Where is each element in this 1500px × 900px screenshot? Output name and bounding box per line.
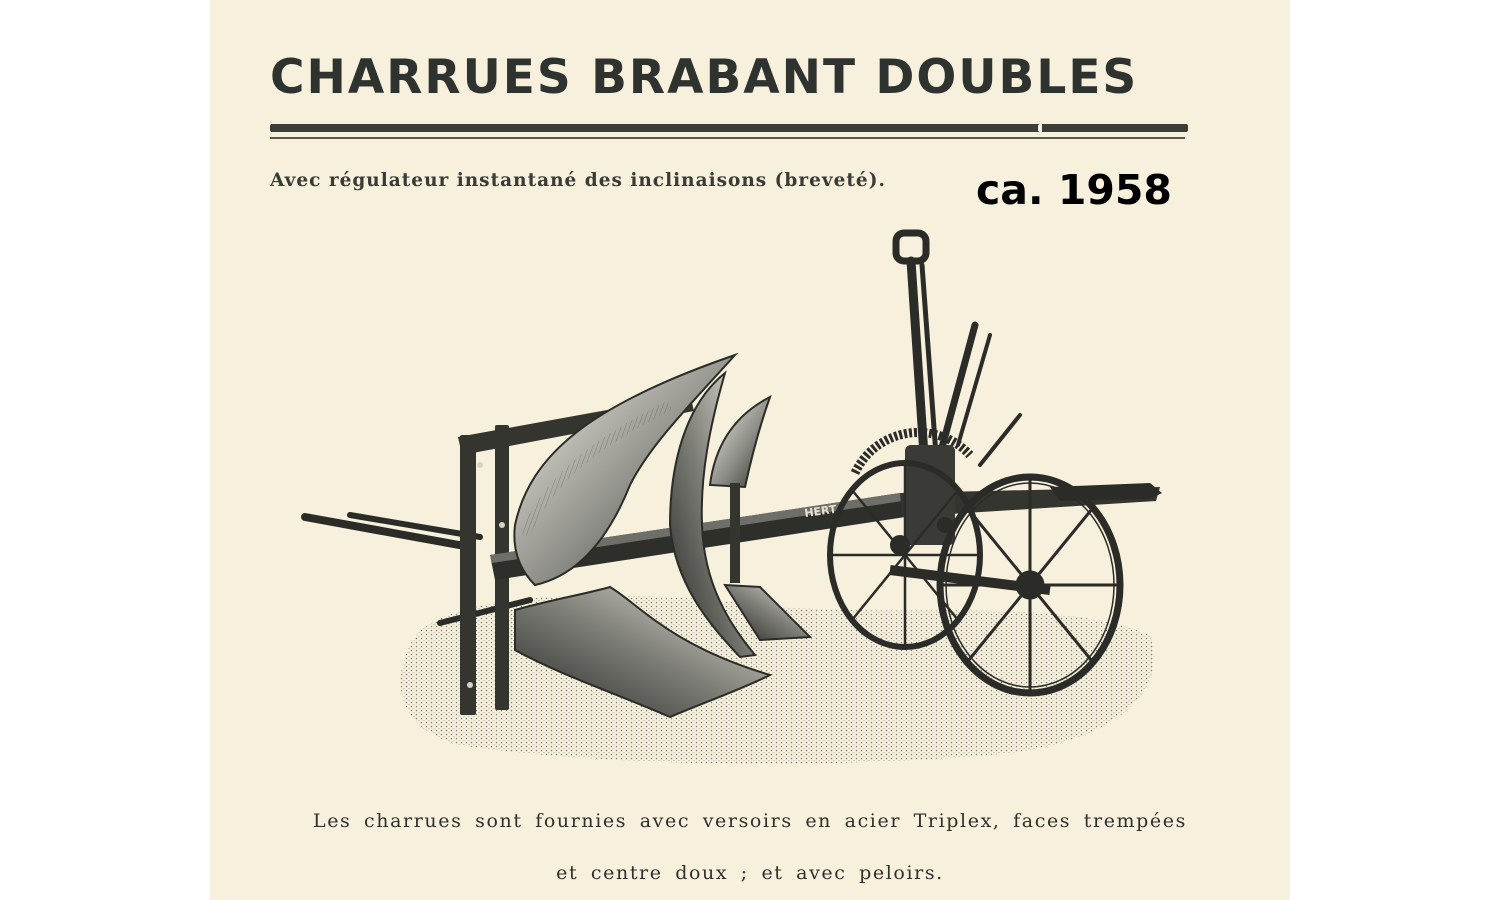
title-underline-thin (270, 137, 1185, 139)
catalog-page (210, 0, 1290, 900)
page-title: CHARRUES BRABANT DOUBLES (270, 50, 1139, 105)
far-wheel (830, 463, 980, 647)
caption-line-1: Les charrues sont fournies avec versoirs en acier Triplex, faces trempées (313, 810, 1187, 832)
plough-illustration (290, 225, 1170, 775)
caption-line-2: et centre doux ; et avec peloirs. (556, 862, 944, 884)
subtitle: Avec régulateur instantané des inclinaisons (breveté). (270, 170, 886, 191)
beam-marking: HERT (803, 502, 838, 520)
date-stamp: ca. 1958 (976, 166, 1172, 214)
title-underline-segment (1038, 124, 1188, 132)
